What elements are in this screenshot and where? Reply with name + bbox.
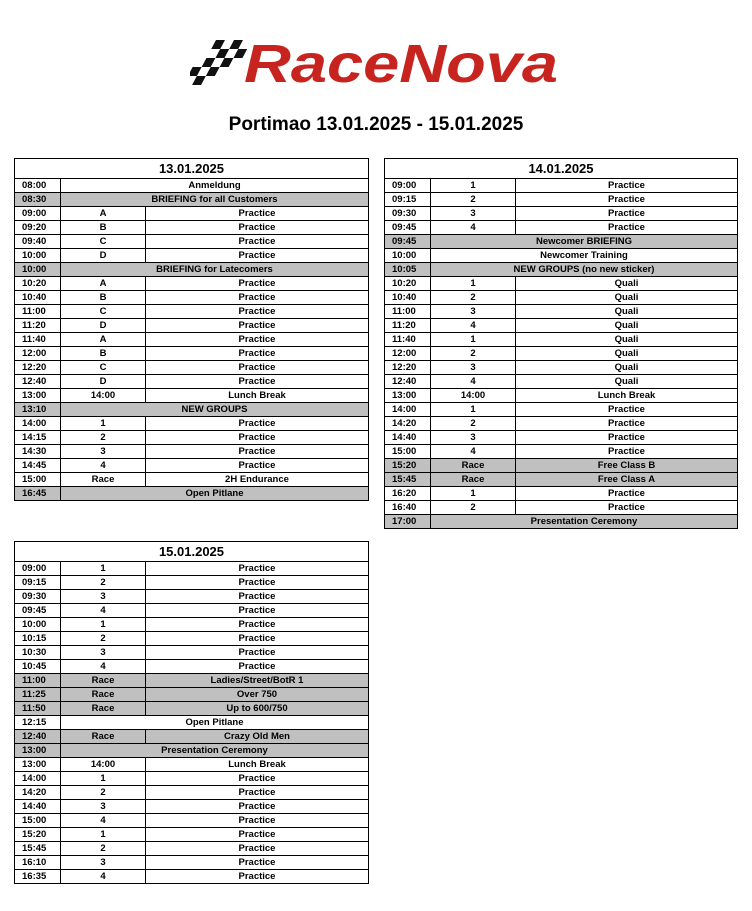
schedule-row [15,459,369,473]
time-cell: 10:45 [15,660,61,674]
event-cell: Practice [516,431,738,445]
time-cell: 09:30 [385,207,431,221]
group-cell: A [61,277,146,291]
time-cell: 15:00 [385,445,431,459]
schedule-row [15,772,369,786]
event-cell: Practice [146,375,369,389]
time-cell: 16:10 [15,856,61,870]
schedule-row [385,473,738,487]
event-cell: BRIEFING for Latecomers [61,263,369,277]
schedule-row [385,389,738,403]
group-cell: D [61,319,146,333]
event-cell: Lunch Break [146,389,369,403]
schedule-row [385,487,738,501]
schedule-row [15,305,369,319]
schedule-day-3 [14,541,369,884]
time-cell: 14:20 [385,417,431,431]
time-cell: 09:20 [15,221,61,235]
time-cell: 08:00 [15,179,61,193]
group-cell: Race [61,730,146,744]
event-cell: Practice [146,814,369,828]
time-cell: 14:00 [15,417,61,431]
schedule-row [385,431,738,445]
time-cell: 17:00 [385,515,431,529]
schedule-row [15,403,369,417]
event-cell: Lunch Break [146,758,369,772]
event-cell: Lunch Break [516,389,738,403]
time-cell: 12:20 [15,361,61,375]
group-cell: B [61,347,146,361]
group-cell: Race [61,702,146,716]
group-cell: 1 [431,487,516,501]
event-cell: Practice [146,604,369,618]
schedule-row [385,515,738,529]
group-cell: 3 [431,207,516,221]
event-cell: Crazy Old Men [146,730,369,744]
time-cell: 10:00 [385,249,431,263]
schedule-row [15,445,369,459]
group-cell: 3 [61,800,146,814]
schedule-row [15,473,369,487]
time-cell: 14:20 [15,786,61,800]
schedule-row [15,562,369,576]
time-cell: 09:15 [385,193,431,207]
event-cell: Practice [146,562,369,576]
time-cell: 10:00 [15,618,61,632]
group-cell: 3 [431,361,516,375]
brand-name: RaceNova [244,34,558,94]
time-cell: 11:20 [385,319,431,333]
group-cell: C [61,305,146,319]
event-cell: Open Pitlane [61,716,369,730]
group-cell: 2 [61,431,146,445]
schedule-row [15,716,369,730]
time-cell: 12:40 [15,375,61,389]
event-cell: NEW GROUPS [61,403,369,417]
time-cell: 14:40 [15,800,61,814]
event-cell: Quali [516,333,738,347]
schedule-row [15,347,369,361]
event-cell: Presentation Ceremony [431,515,738,529]
group-cell: B [61,221,146,235]
event-cell: 2H Endurance [146,473,369,487]
schedule-day-2 [384,158,738,529]
schedule-row [15,730,369,744]
group-cell: 3 [61,856,146,870]
schedule-row [15,660,369,674]
schedule-row [15,263,369,277]
schedule-row [15,870,369,884]
schedule-row [385,207,738,221]
group-cell: Race [431,459,516,473]
event-cell: Quali [516,319,738,333]
time-cell: 10:05 [385,263,431,277]
event-cell: Practice [146,660,369,674]
group-cell: 1 [431,179,516,193]
group-cell: 1 [431,277,516,291]
event-cell: Practice [516,487,738,501]
group-cell: A [61,333,146,347]
schedule-row [15,235,369,249]
group-cell: 3 [431,431,516,445]
time-cell: 15:20 [385,459,431,473]
time-cell: 12:20 [385,361,431,375]
group-cell: 2 [431,193,516,207]
group-cell: 4 [431,445,516,459]
event-cell: Quali [516,375,738,389]
time-cell: 11:40 [15,333,61,347]
group-cell: 1 [431,403,516,417]
time-cell: 14:15 [15,431,61,445]
event-cell: Practice [146,459,369,473]
time-cell: 16:45 [15,487,61,501]
event-cell: Practice [146,333,369,347]
group-cell: 2 [431,291,516,305]
event-cell: Practice [146,305,369,319]
schedule-row [15,590,369,604]
schedule-row [385,249,738,263]
event-cell: Free Class A [516,473,738,487]
time-cell: 13:00 [15,758,61,772]
schedule-row [385,375,738,389]
schedule-row [15,431,369,445]
event-cell: Quali [516,361,738,375]
time-cell: 10:15 [15,632,61,646]
time-cell: 11:00 [15,674,61,688]
group-cell: D [61,249,146,263]
event-cell: Anmeldung [61,179,369,193]
event-cell: Quali [516,305,738,319]
time-cell: 13:00 [15,744,61,758]
event-cell: Practice [146,772,369,786]
time-cell: 12:15 [15,716,61,730]
event-cell: Practice [146,319,369,333]
event-cell: Quali [516,291,738,305]
time-cell: 08:30 [15,193,61,207]
event-cell: Practice [146,632,369,646]
group-cell: Race [431,473,516,487]
event-cell: Practice [146,431,369,445]
event-cell: Practice [146,277,369,291]
event-cell: Practice [146,856,369,870]
schedule-row [15,576,369,590]
racenova-logo [190,34,570,94]
schedule-row [385,501,738,515]
schedule-row [385,221,738,235]
time-cell: 14:40 [385,431,431,445]
schedule-row [385,277,738,291]
schedule-row [385,347,738,361]
schedule-row [15,249,369,263]
event-cell: Practice [146,445,369,459]
schedule-row [15,800,369,814]
schedule-row [15,207,369,221]
group-cell: 4 [61,604,146,618]
time-cell: 10:00 [15,263,61,277]
event-cell: Practice [146,249,369,263]
event-cell: Practice [146,576,369,590]
time-cell: 11:50 [15,702,61,716]
schedule-row [15,375,369,389]
schedule-row [15,389,369,403]
day-header: 15.01.2025 [15,542,369,562]
group-cell: 1 [431,333,516,347]
time-cell: 14:00 [385,403,431,417]
group-cell: 2 [61,842,146,856]
group-cell: 2 [61,786,146,800]
schedule-row [15,674,369,688]
event-cell: Practice [516,501,738,515]
group-cell: 1 [61,772,146,786]
schedule-row [385,179,738,193]
schedule-row [385,403,738,417]
time-cell: 09:45 [385,221,431,235]
schedule-row [15,702,369,716]
group-cell: 14:00 [61,389,146,403]
event-cell: Over 750 [146,688,369,702]
group-cell: Race [61,674,146,688]
group-cell: 4 [61,660,146,674]
group-cell: 2 [431,417,516,431]
schedule-row [15,842,369,856]
time-cell: 16:35 [15,870,61,884]
event-cell: Free Class B [516,459,738,473]
group-cell: 3 [431,305,516,319]
time-cell: 16:20 [385,487,431,501]
event-cell: Practice [146,347,369,361]
event-cell: Practice [146,618,369,632]
group-cell: 1 [61,562,146,576]
group-cell: 3 [61,445,146,459]
group-cell: 4 [431,375,516,389]
schedule-row [15,786,369,800]
group-cell: 4 [431,221,516,235]
time-cell: 15:45 [385,473,431,487]
time-cell: 09:15 [15,576,61,590]
time-cell: 09:30 [15,590,61,604]
group-cell: 3 [61,646,146,660]
group-cell: 14:00 [431,389,516,403]
time-cell: 11:00 [385,305,431,319]
time-cell: 12:00 [385,347,431,361]
schedule-row [15,487,369,501]
schedule-row [15,828,369,842]
time-cell: 13:00 [15,389,61,403]
group-cell: C [61,361,146,375]
event-cell: Practice [146,235,369,249]
time-cell: 15:20 [15,828,61,842]
schedule-row [15,744,369,758]
time-cell: 14:30 [15,445,61,459]
time-cell: 09:40 [15,235,61,249]
event-cell: Open Pitlane [61,487,369,501]
time-cell: 11:25 [15,688,61,702]
time-cell: 10:30 [15,646,61,660]
time-cell: 10:40 [385,291,431,305]
time-cell: 16:40 [385,501,431,515]
time-cell: 11:20 [15,319,61,333]
schedule-row [15,814,369,828]
schedule-row [15,632,369,646]
group-cell: 2 [431,501,516,515]
schedule-row [385,459,738,473]
schedule-row [385,291,738,305]
event-cell: Practice [516,417,738,431]
time-cell: 09:45 [385,235,431,249]
time-cell: 09:00 [385,179,431,193]
event-cell: NEW GROUPS (no new sticker) [431,263,738,277]
schedule-row [385,263,738,277]
event-cell: Practice [516,193,738,207]
time-cell: 13:00 [385,389,431,403]
schedule-row [15,193,369,207]
group-cell: 4 [431,319,516,333]
event-cell: Newcomer BRIEFING [431,235,738,249]
schedule-row [385,333,738,347]
time-cell: 09:00 [15,562,61,576]
time-cell: 13:10 [15,403,61,417]
event-cell: Practice [146,221,369,235]
event-cell: Practice [146,842,369,856]
group-cell: 4 [61,459,146,473]
time-cell: 10:00 [15,249,61,263]
event-cell: Practice [146,590,369,604]
group-cell: B [61,291,146,305]
event-cell: BRIEFING for all Customers [61,193,369,207]
time-cell: 10:40 [15,291,61,305]
schedule-row [15,277,369,291]
time-cell: 12:00 [15,347,61,361]
group-cell: Race [61,473,146,487]
time-cell: 12:40 [15,730,61,744]
schedule-row [15,361,369,375]
group-cell: Race [61,688,146,702]
event-cell: Presentation Ceremony [61,744,369,758]
group-cell: 2 [431,347,516,361]
schedule-row [385,235,738,249]
event-cell: Ladies/Street/BotR 1 [146,674,369,688]
day-header: 14.01.2025 [385,159,738,179]
time-cell: 11:00 [15,305,61,319]
group-cell: 1 [61,618,146,632]
event-cell: Practice [146,207,369,221]
time-cell: 15:45 [15,842,61,856]
schedule-row [385,319,738,333]
schedule-row [385,445,738,459]
time-cell: 15:00 [15,814,61,828]
group-cell: 3 [61,590,146,604]
group-cell: 1 [61,417,146,431]
time-cell: 09:45 [15,604,61,618]
event-cell: Practice [516,221,738,235]
time-cell: 10:20 [385,277,431,291]
event-cell: Quali [516,347,738,361]
group-cell: 4 [61,870,146,884]
schedule-row [15,291,369,305]
event-cell: Practice [516,403,738,417]
schedule-row [385,417,738,431]
time-cell: 09:00 [15,207,61,221]
event-cell: Practice [516,207,738,221]
event-cell: Practice [146,361,369,375]
time-cell: 14:00 [15,772,61,786]
event-cell: Practice [516,445,738,459]
schedule-row [15,417,369,431]
page-title: Portimao 13.01.2025 - 15.01.2025 [228,114,524,135]
schedule-row [385,193,738,207]
group-cell: 14:00 [61,758,146,772]
schedule-row [15,221,369,235]
event-cell: Practice [146,291,369,305]
schedule-row [15,618,369,632]
schedule-row [15,179,369,193]
event-cell: Practice [146,417,369,431]
group-cell: A [61,207,146,221]
group-cell: 2 [61,632,146,646]
event-cell: Practice [146,646,369,660]
event-cell: Practice [516,179,738,193]
time-cell: 12:40 [385,375,431,389]
schedule-day-1 [14,158,369,501]
schedule-row [15,333,369,347]
event-cell: Practice [146,870,369,884]
event-cell: Practice [146,800,369,814]
schedule-row [15,856,369,870]
schedule-row [15,319,369,333]
event-cell: Up to 600/750 [146,702,369,716]
time-cell: 10:20 [15,277,61,291]
schedule-row [15,604,369,618]
schedule-row [385,361,738,375]
event-cell: Newcomer Training [431,249,738,263]
group-cell: C [61,235,146,249]
event-cell: Quali [516,277,738,291]
event-cell: Practice [146,828,369,842]
schedule-row [15,688,369,702]
schedule-row [385,305,738,319]
schedule-row [15,758,369,772]
day-header: 13.01.2025 [15,159,369,179]
time-cell: 14:45 [15,459,61,473]
group-cell: 2 [61,576,146,590]
event-cell: Practice [146,786,369,800]
group-cell: 4 [61,814,146,828]
schedule-row [15,646,369,660]
group-cell: D [61,375,146,389]
time-cell: 11:40 [385,333,431,347]
checkered-flag-icon [190,40,252,85]
time-cell: 15:00 [15,473,61,487]
group-cell: 1 [61,828,146,842]
